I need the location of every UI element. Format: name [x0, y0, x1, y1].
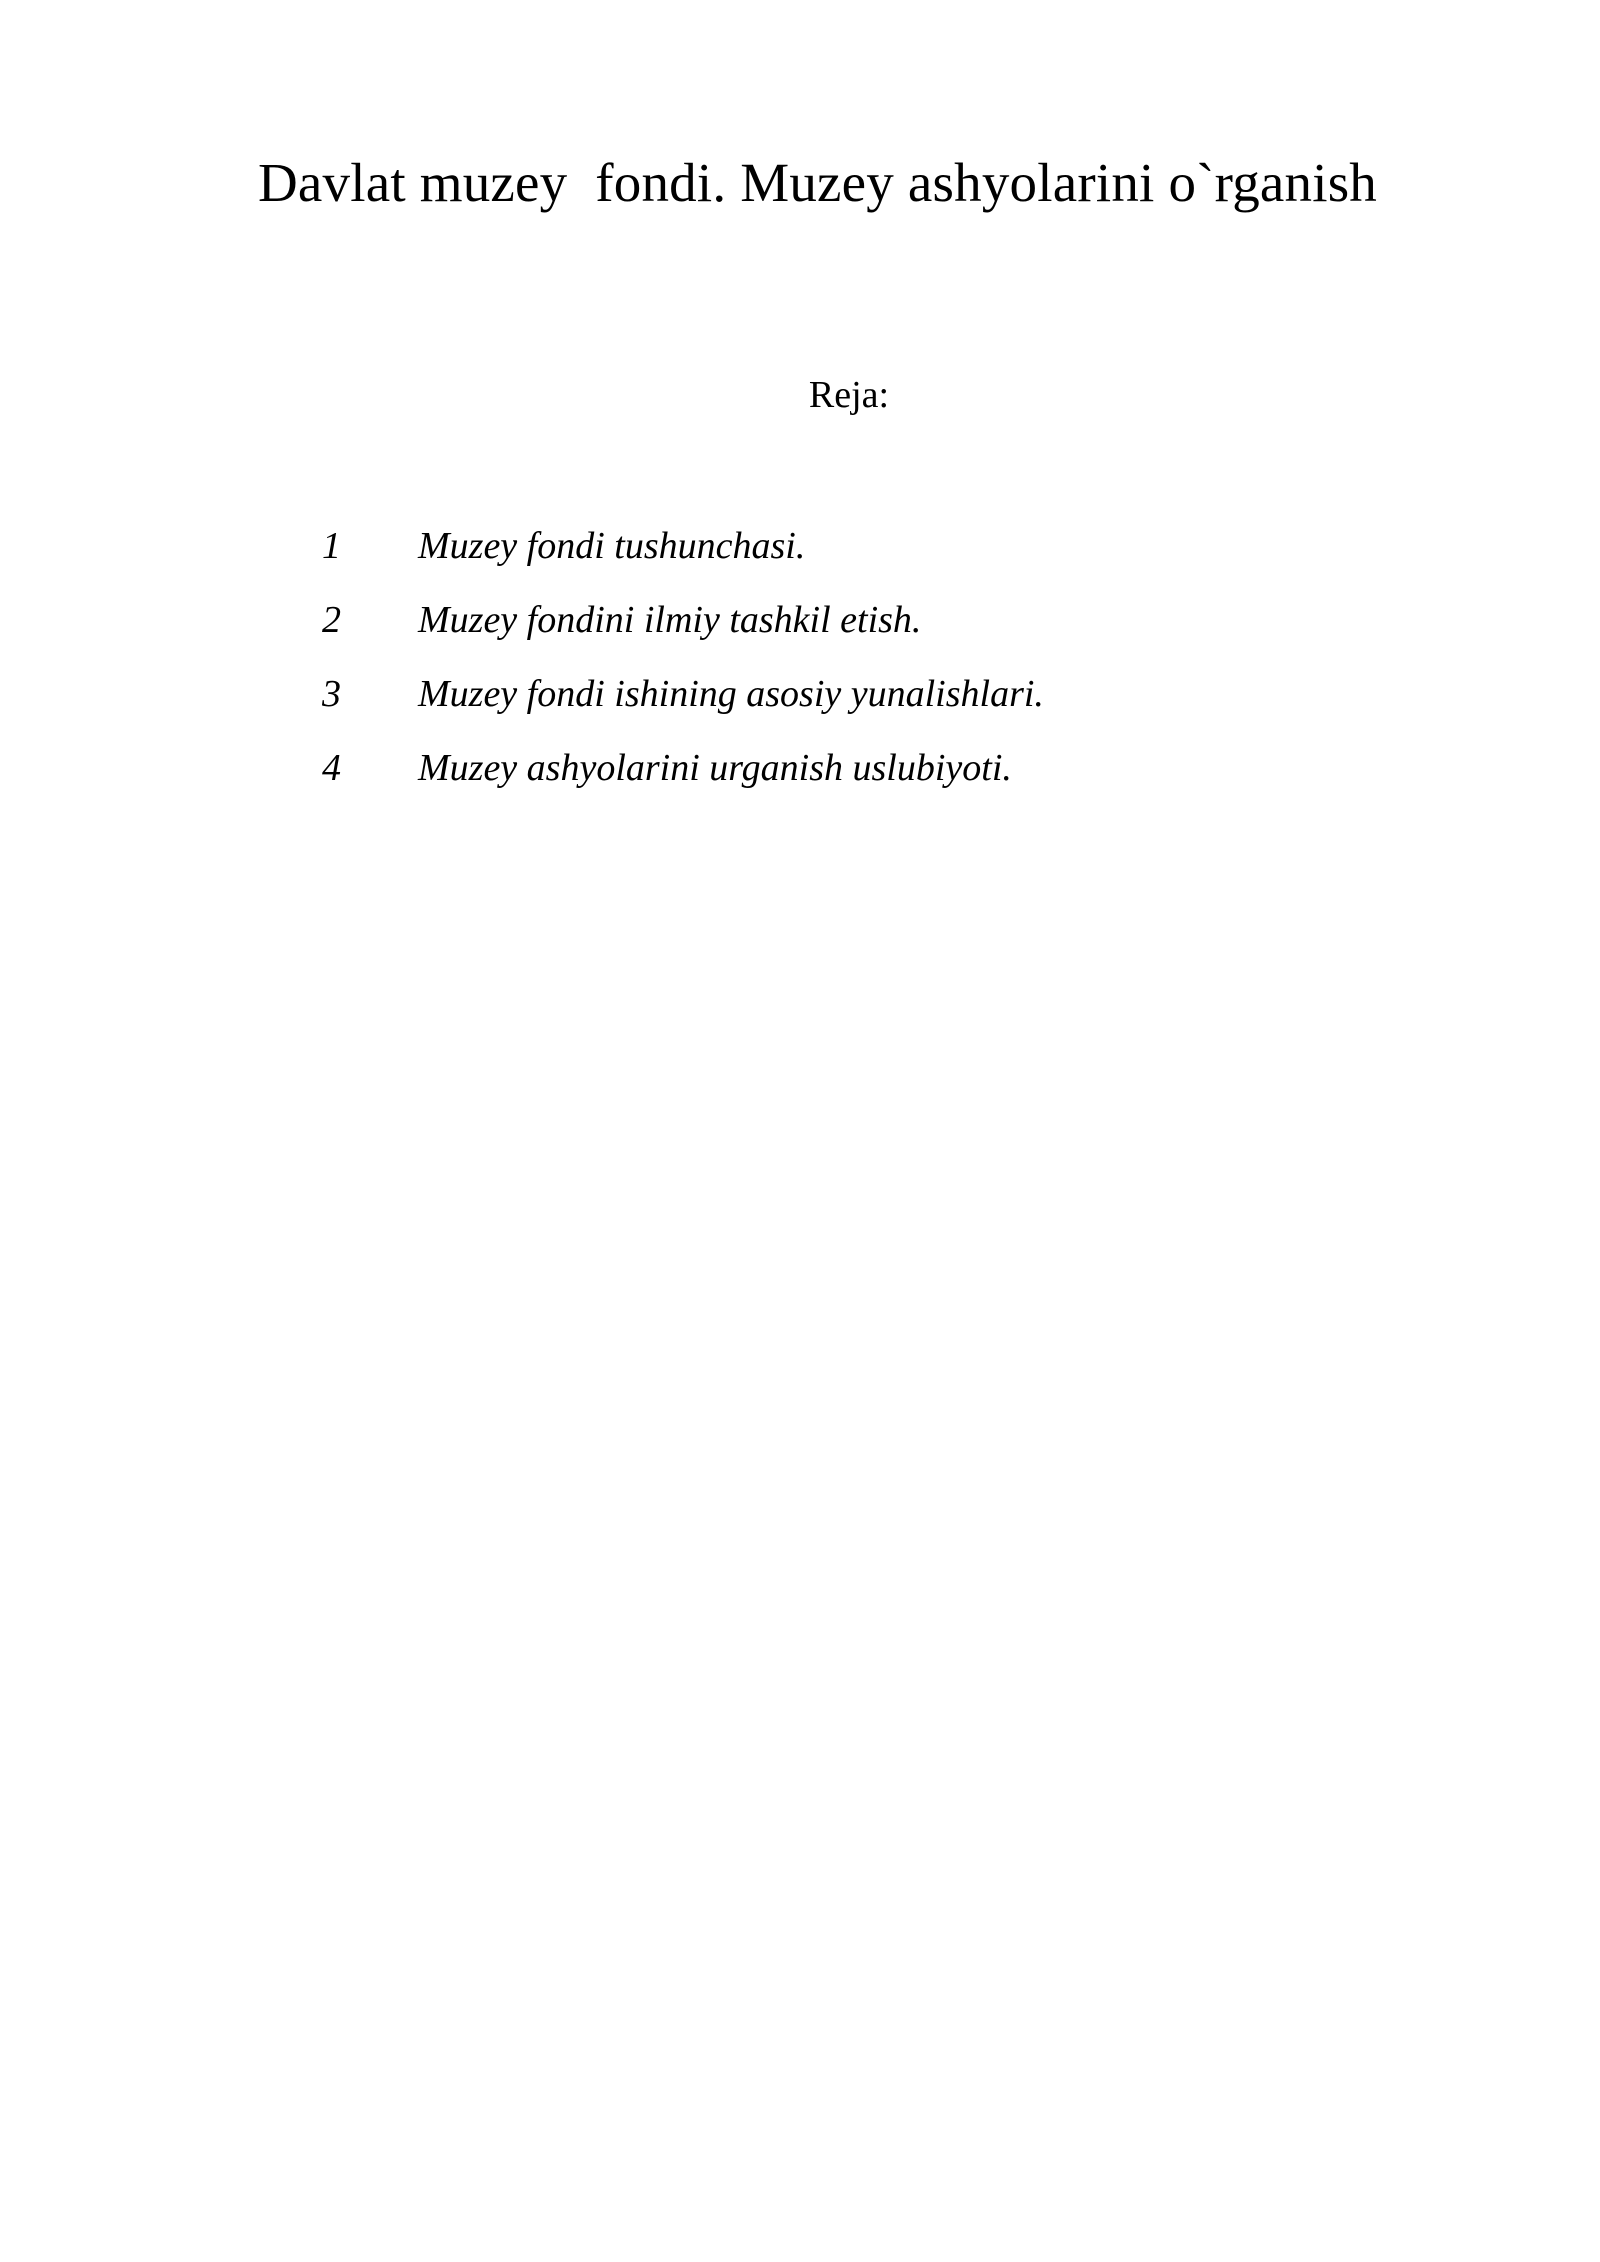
plan-item-number: 1	[322, 525, 341, 567]
plan-heading: Reja:	[808, 374, 890, 416]
plan-item-text: Muzey fondini ilmiy tashkil etish.	[418, 599, 922, 641]
plan-item-text: Muzey ashyolarini urganish uslubiyoti.	[418, 747, 1012, 789]
plan-item-number: 2	[322, 599, 341, 641]
plan-item-text: Muzey fondi ishining asosiy yunalishlari.	[418, 673, 1044, 715]
document-title: Davlat muzey fondi. Muzey ashyolarini o`rganish	[258, 152, 1377, 213]
plan-item-number: 4	[322, 747, 341, 789]
plan-item-text: Muzey fondi tushunchasi.	[418, 525, 806, 567]
plan-item-number: 3	[322, 673, 341, 715]
